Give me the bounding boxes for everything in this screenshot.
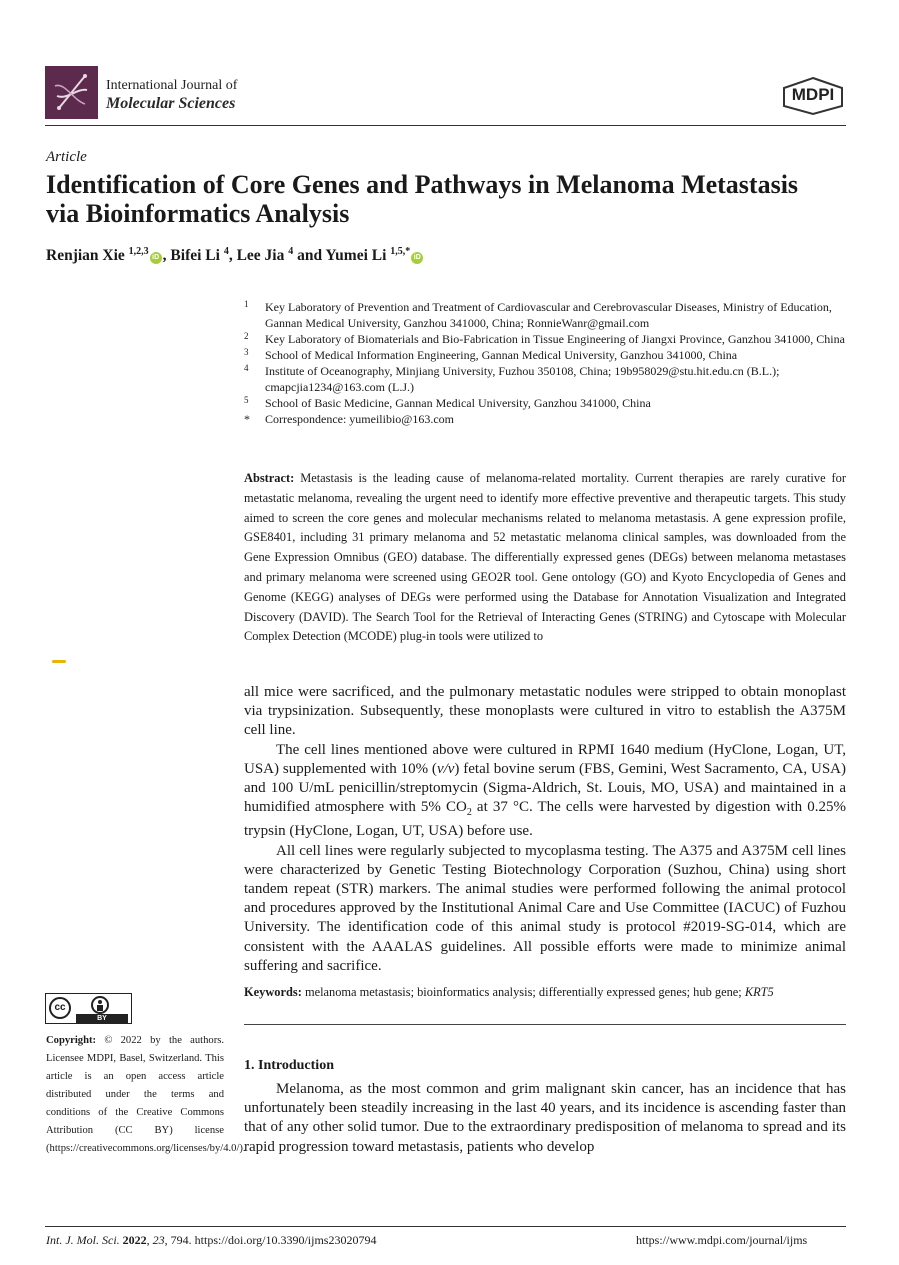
footer-divider xyxy=(45,1226,846,1227)
journal-name-line2: Molecular Sciences xyxy=(106,95,236,112)
footer-citation: Int. J. Mol. Sci. 2022, 23, 794. https://doi.org/10.3390/ijms23020794 xyxy=(46,1233,377,1247)
keywords-last: KRT5 xyxy=(744,985,774,999)
affiliations xyxy=(244,299,846,427)
methods-text xyxy=(244,683,846,976)
author-name: Yumei Li xyxy=(325,247,387,265)
author-affil: 4 xyxy=(223,246,229,257)
author-list: Renjian Xie $^{1,2,3}$iD , Bifei Li $^4$, Lee Jia $^4$ and Yumei Li $^{1,5,*}$iD xyxy=(46,246,424,265)
author-affil: 1,2,3 xyxy=(128,246,149,257)
author-affil: 4 xyxy=(288,246,294,257)
journal-logo xyxy=(45,66,98,119)
article-type: Article xyxy=(46,149,87,165)
correspondence: * Correspondence: yumeilibio@163.com xyxy=(244,412,455,426)
affiliation-item: 4 Institute of Oceanography, Minjiang University, Fuzhou 350108, China; 19b958029@stu.hit.edu.cn (B.L.); cmapcjia1234@163.com (L.J.) xyxy=(244,363,780,394)
author-name: Renjian Xie xyxy=(46,247,125,265)
affiliation-item: 3 School of Medical Information Engineering, Gannan Medical University, Ganzhou 341000, China xyxy=(244,347,738,362)
keywords-label: Keywords: xyxy=(244,985,302,999)
abstract-label: Abstract: xyxy=(244,471,295,485)
copyright-text: © 2022 by the authors. Licensee MDPI, Basel, Switzerland. This article is an open access article distributed under the terms and conditions of the Creative Commons Attribution (CC BY) license (https://creativecommons.org/licenses/by/4.0/). xyxy=(46,1035,246,1154)
paragraph: All cell lines were regularly subjected to mycoplasma testing. The A375 and A375M cell lines were characterized by Genetic Testing Biotechnology Corporation (Suzhou, China) using short tandem repeat (STR) markers. The animal studies were performed following the animal protocol and procedures approved by the Institutional Animal Care and Use Committee (IACUC) of Fuzhou University. The identification code of this animal study is protocol #2019-SG-014, which are consistent with the AAALAS guidelines. All possible efforts were made to minimize animal suffering and sacrifice. xyxy=(244,842,846,974)
introduction-text: Melanoma, as the most common and grim malignant skin cancer, has an incidence that has unfortunately been steadily increasing in the last 40 years, and its incidence is ascending faster than that of any other solid tumor. Due to the extraordinary predisposition of melanoma to spread and its rapid progression toward metastasis, patients who develop xyxy=(244,1081,846,1155)
header-divider xyxy=(45,125,846,126)
attribution-person-icon xyxy=(91,996,109,1014)
author-name: Lee Jia xyxy=(236,247,285,265)
journal-name xyxy=(106,77,237,113)
cc-by-badge[interactable] xyxy=(45,993,132,1024)
keywords-text: melanoma metastasis; bioinformatics analysis; differentially expressed genes; hub gene; xyxy=(304,985,745,999)
mdpi-logo-text: MDPI xyxy=(791,85,835,104)
cc-icon: cc xyxy=(49,997,71,1019)
affiliation-item: 1 Key Laboratory of Prevention and Treatment of Cardiovascular and Cerebrovascular Diseases, Ministry of Education, Gannan Medical University, Ganzhou 341000, China; RonnieWanr@gmail.com xyxy=(244,299,832,330)
abstract xyxy=(244,469,846,647)
section-heading: 1. Introduction xyxy=(244,1058,334,1073)
doi-link[interactable]: , 794. https://doi.org/10.3390/ijms23020794 xyxy=(164,1233,377,1247)
journal-url-link[interactable]: https://www.mdpi.com/journal/ijms xyxy=(636,1233,808,1247)
orcid-icon[interactable]: iD xyxy=(150,252,162,264)
article-title: Identification of Core Genes and Pathways in Melanoma Metastasis via Bioinformatics Analysis xyxy=(46,170,799,228)
dna-icon xyxy=(45,66,98,119)
keywords xyxy=(244,983,846,1001)
author-affil: 1,5,* xyxy=(390,246,411,257)
affiliation-item: 2 Key Laboratory of Biomaterials and Bio-Fabrication in Tissue Engineering of Jiangxi Province, Ganzhou 341000, China xyxy=(244,331,845,346)
paragraph: The cell lines mentioned above were cultured in RPMI 1640 medium (HyClone, Logan, UT, USA) supplemented with 10% (v/v) fetal bovine serum (FBS, Gemini, West Sacramento, CA, USA) and 100 U/mL penicillin/streptomycin (Sigma-Aldrich, St. Louis, MO, USA) and maintained in a humidified atmosphere with 5% $CO_2$ at 37 °C. The cells were harvested by digestion with 0.25% trypsin (HyClone, Logan, UT, USA) before use. xyxy=(244,741,846,840)
journal-name-line1: International Journal of xyxy=(106,78,238,93)
paragraph: all mice were sacrificed, and the pulmonary metastatic nodules were stripped to obtain monoplast via trypsinization. Subsequently, these monoplasts were cultured in vitro to establish the A375M cell line. xyxy=(244,684,846,739)
affiliation-item: 5 School of Basic Medicine, Gannan Medical University, Ganzhou 341000, China xyxy=(244,395,651,410)
highlight-marker xyxy=(52,660,66,663)
mdpi-logo xyxy=(780,76,846,116)
by-label: BY xyxy=(76,1014,128,1023)
abstract-text: Metastasis is the leading cause of melanoma-related mortality. Current therapies are rarely curative for metastatic melanoma, revealing the urgent need to identify more effective preventive and therapeutic targets. This study aimed to screen the core genes and molecular mechanisms related to melanoma metastasis. A gene expression profile, GSE8401, including 31 primary melanoma and 52 metastatic melanoma clinical samples, was downloaded from the Gene Expression Omnibus (GEO) database. The differentially expressed genes (DEGs) between melanoma metastases and primary melanoma were screened using GEO2R tool. Gene ontology (GO) and Kyoto Encyclopedia of Genes and Genome (KEGG) analyses of DEGs were performed using the Database for Annotation Visualization and Integrated Discovery (DAVID). The Search Tool for the Retrieval of Interacting Genes (STRING) and Cytoscape with Molecular Complex Detection (MCODE) plug-in tools were utilized to xyxy=(244,471,846,644)
author-name: Bifei Li xyxy=(170,247,220,265)
orcid-icon[interactable]: iD xyxy=(411,252,423,264)
section-divider xyxy=(244,1024,846,1025)
copyright-notice xyxy=(46,1032,246,1158)
copyright-label: Copyright: xyxy=(46,1035,97,1046)
